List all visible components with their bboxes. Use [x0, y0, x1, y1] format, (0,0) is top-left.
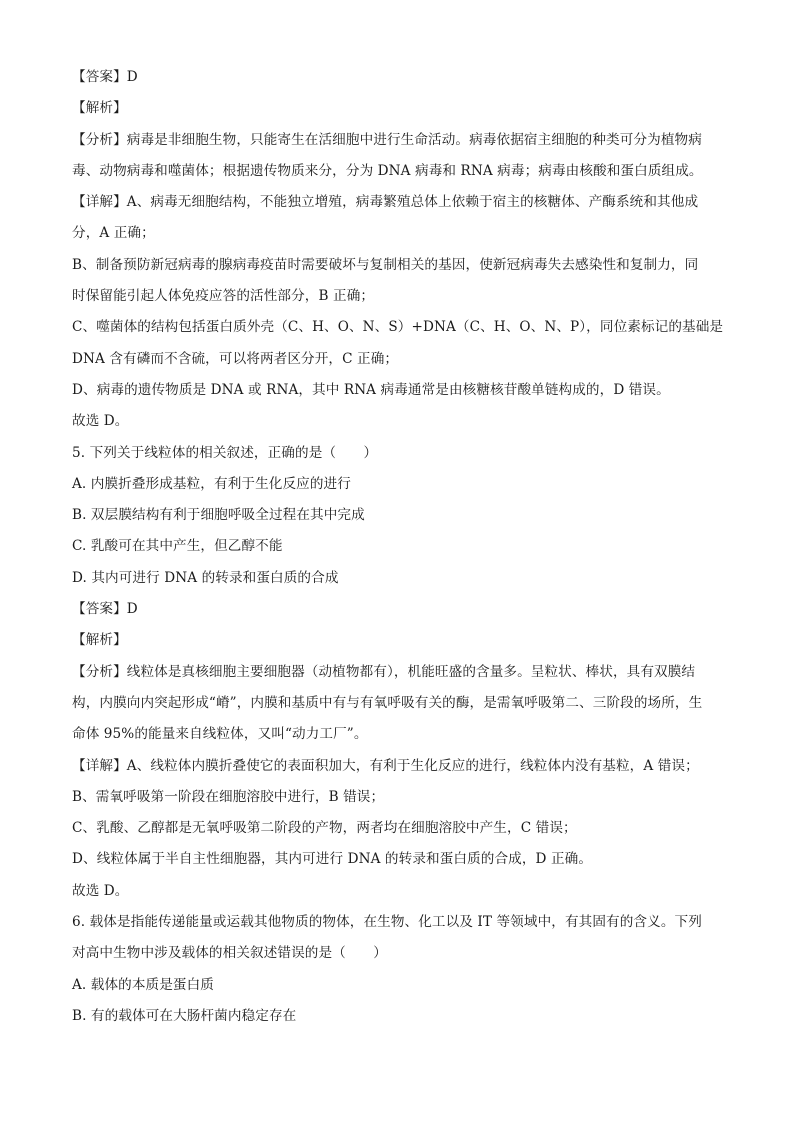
detail-text: D、病毒的遗传物质是 DNA 或 RNA，其中 RNA 病毒通常是由核糖核苷酸单链构成的，D 错误。 — [72, 381, 670, 398]
detail-text: 时保留能引起人体免疫应答的活性部分，B 正确； — [72, 288, 375, 305]
question-option: D. 其内可进行 DNA 的转录和蛋白质的合成 — [72, 569, 339, 586]
analysis-text: 毒、动物病毒和噬菌体；根据遗传物质来分，分为 DNA 病毒和 RNA 病毒；病毒由核酸和蛋白质组成。 — [72, 162, 703, 179]
analysis-text: 命体 95%的能量来自线粒体，又叫“动力工厂”。 — [72, 726, 368, 743]
detail-text: C、乳酸、乙醇都是无氧呼吸第二阶段的产物，两者均在细胞溶胶中产生，C 错误； — [72, 820, 577, 837]
detail-text: 分，A 正确； — [72, 225, 155, 242]
analysis-text: 【分析】线粒体是真核细胞主要细胞器（动植物都有），机能旺盛的含量多。呈粒状、棒状，具有双膜结 — [72, 663, 696, 680]
question-stem: 6. 载体是指能传递能量或运载其他物质的物体，在生物、化工以及 IT 等领域中，有其固有的含义。下列 — [72, 914, 702, 931]
analysis-text: 构，内膜向内突起形成“嵴”，内膜和基质中有与有氧呼吸有关的酶，是需氧呼吸第二、三阶段的场所，生 — [72, 694, 703, 711]
answer-line: 【答案】D — [72, 69, 138, 85]
conclusion-line: 故选 D。 — [72, 413, 129, 430]
question-stem: 对高中生物中涉及载体的相关叙述错误的是（ ） — [72, 945, 387, 962]
detail-text: 【详解】A、病毒无细胞结构，不能独立增殖，病毒繁殖总体上依赖于宿主的核糖体、产酶系统和其他成 — [72, 194, 699, 211]
analysis-heading: 【解析】 — [72, 100, 127, 117]
detail-text: D、线粒体属于半自主性细胞器，其内可进行 DNA 的转录和蛋白质的合成，D 正确。 — [72, 851, 593, 868]
detail-text: DNA 含有磷而不含硫，可以将两者区分开，C 正确； — [72, 350, 399, 367]
detail-text: C、噬菌体的结构包括蛋白质外壳（C、H、O、N、S）+DNA（C、H、O、N、P），同位素标记的基础是 — [72, 319, 724, 336]
detail-text: B、需氧呼吸第一阶段在细胞溶胶中进行，B 错误； — [72, 788, 385, 805]
analysis-text: 【分析】病毒是非细胞生物，只能寄生在活细胞中进行生命活动。病毒依据宿主细胞的种类可分为植物病 — [72, 131, 702, 148]
question-option: B. 双层膜结构有利于细胞呼吸全过程在其中完成 — [72, 507, 365, 524]
detail-text: B、制备预防新冠病毒的腺病毒疫苗时需要破坏与复制相关的基因，使新冠病毒失去感染性和复制力，同 — [72, 256, 699, 273]
document-page — [72, 62, 722, 1032]
conclusion-line: 故选 D。 — [72, 882, 129, 899]
question-option: C. 乳酸可在其中产生，但乙醇不能 — [72, 538, 283, 555]
answer-line: 【答案】D — [72, 601, 138, 618]
analysis-heading: 【解析】 — [72, 632, 127, 649]
question-option: A. 内膜折叠形成基粒，有利于生化反应的进行 — [72, 475, 351, 492]
question-option: B. 有的载体可在大肠杆菌内稳定存在 — [72, 1007, 297, 1024]
question-option: A. 载体的本质是蛋白质 — [72, 976, 215, 993]
detail-text: 【详解】A、线粒体内膜折叠使它的表面积加大，有利于生化反应的进行，线粒体内没有基粒，A 错误； — [72, 757, 699, 774]
question-stem: 5. 下列关于线粒体的相关叙述，正确的是（ ） — [72, 444, 378, 461]
